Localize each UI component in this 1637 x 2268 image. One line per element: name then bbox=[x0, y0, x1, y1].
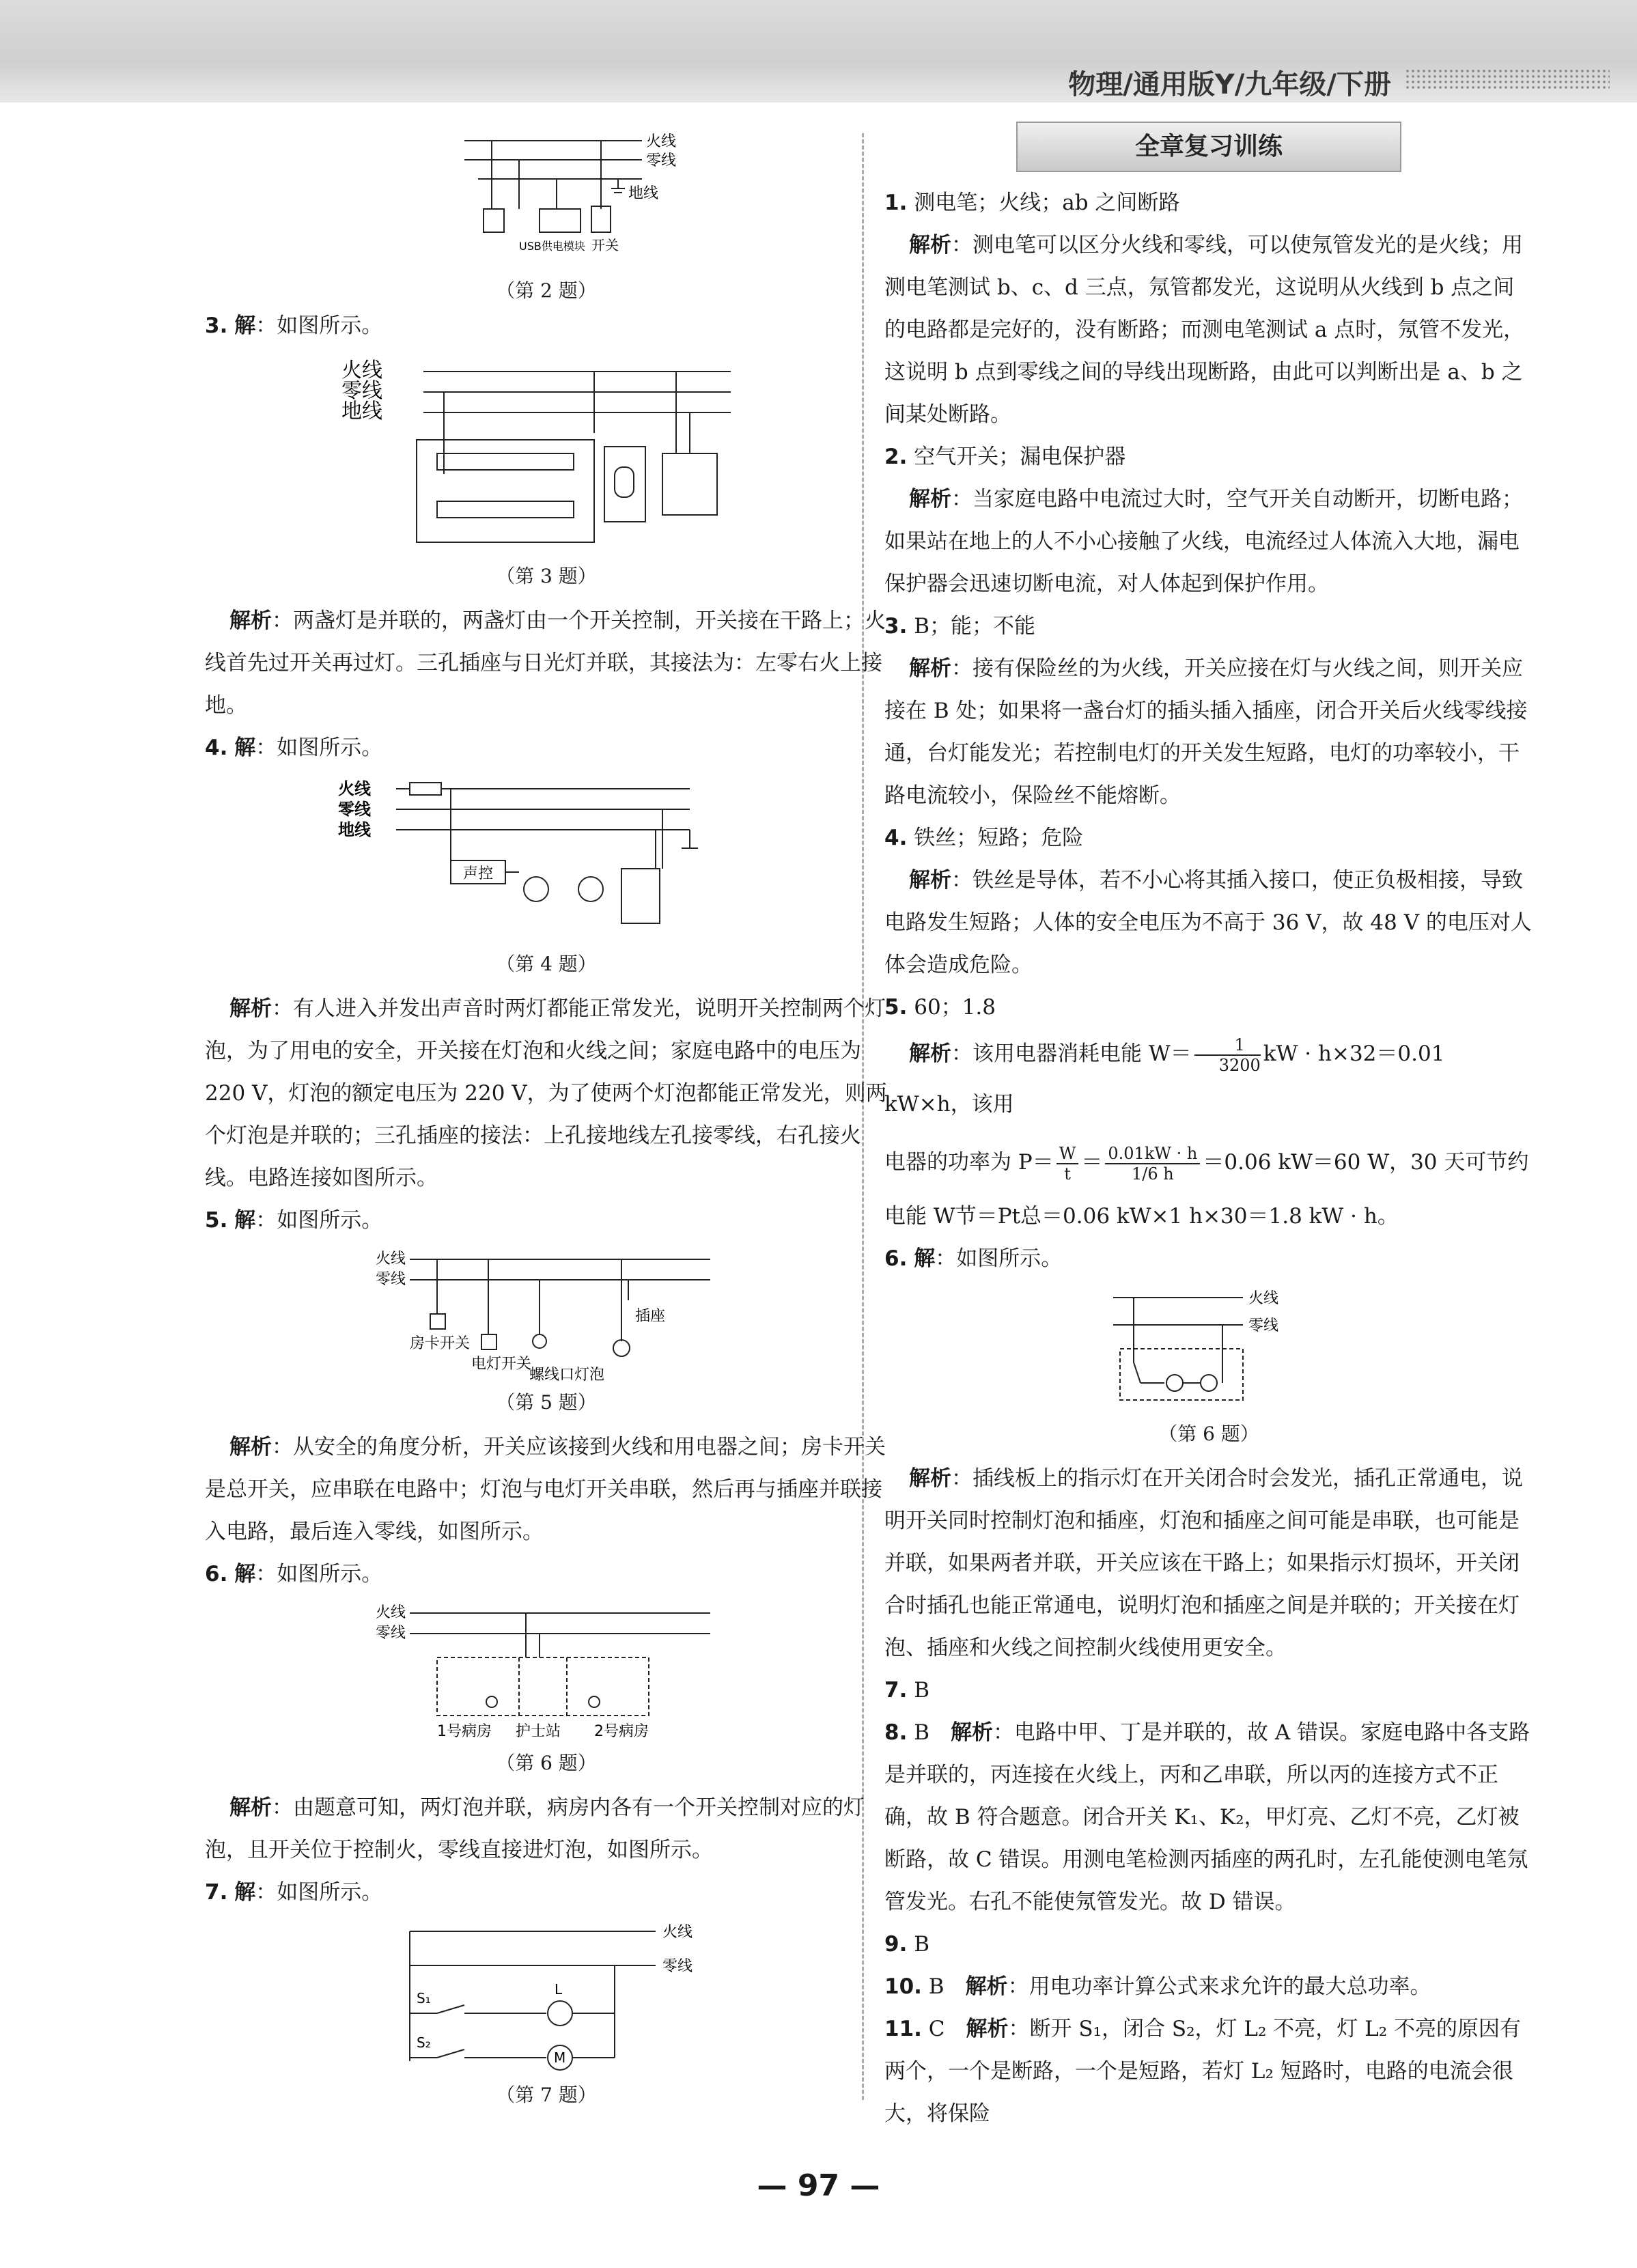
a8-answer: B bbox=[914, 1720, 929, 1745]
fig6-label-ward2: 2号病房 bbox=[594, 1723, 649, 1740]
q7-number: 7. bbox=[205, 1880, 228, 1905]
fig6r-caption: （第 6 题） bbox=[1158, 1423, 1259, 1445]
a2-analysis-label: 解析 bbox=[909, 487, 951, 512]
left-column: 火线 零线 地线 USB供电模块 开关 （第 2 题） 3. 解：如图所示。 火线 零线 地线 （第 3 题） 解析：两盏灯是并联的，两盏灯由一个开关控制，开关接在干路上；火线首先过开关再过灯。三孔插座与日光灯并联，其接法为：左零右火上接地。 4. 解：如图所示。 火线 零线 地线 声控 （第 4 题） 解析：有人进入并发出声音时两灯都能正常发光，说明开关控制两个灯泡，为了用电的安全，开关接在灯泡和火线之间；家庭电路中的电压为 220 V，灯泡的额定电压为 220 V，为了使两个灯泡都能正常发光，则两个灯泡是并联的；三孔插座的接法：上孔接地线左孔接零线，右孔接火线。电路连接如图所示。 5. 解：如图所示。 火线 零线 房卡开关 电灯开关 螺线口灯泡 插座 （第 5 题） 解析：从安全的角度分析，开关应该接到火线和用电器之间；房卡开关是总开关，应串联在电路中；灯泡与电灯开关串联，然后再与插座并联接入电路，最后连入零线，如图所示。 6. 解：如图所示。 火线 零线 1号病房 护士站 2号病房 （第 6 题） 解析：由题意可知，两灯泡并联，病房内各有一个开关控制对应的灯泡，且开关位于控制火，零线直接进灯泡，如图所示。 7. 解：如图所示。 火线 零线 S₁ S₂ L M （第 7 题） bbox=[205, 116, 888, 2109]
page-number-value: 97 bbox=[797, 2168, 840, 2203]
a2-number: 2. bbox=[884, 445, 908, 469]
figure-7 bbox=[369, 1918, 724, 2075]
q4-text: 如图所示。 bbox=[277, 736, 383, 760]
header-title: 物理/通用版Y/九年级/下册 bbox=[1068, 69, 1391, 100]
figure-2 bbox=[389, 120, 703, 270]
a1-number: 1. bbox=[884, 191, 908, 215]
a5-frac3-bot: 1/6 h bbox=[1132, 1164, 1174, 1184]
a3-analysis-label: 解析 bbox=[909, 656, 951, 681]
fig6-caption: （第 6 题） bbox=[496, 1752, 597, 1774]
a11-analysis-label: 解析 bbox=[966, 2017, 1009, 2041]
fig2-label-neutral: 零线 bbox=[646, 152, 677, 169]
a5-frac2-bot: t bbox=[1064, 1164, 1071, 1184]
page-number: — 97 — bbox=[757, 2168, 880, 2203]
fig5-label-light-switch: 电灯开关 bbox=[471, 1356, 532, 1373]
fig6-label-nurse: 护士站 bbox=[516, 1723, 561, 1740]
figure-6 bbox=[369, 1599, 724, 1743]
q5-analysis-text: 从安全的角度分析，开关应该接到火线和用电器之间；房卡开关是总开关，应串联在电路中；灯泡与电灯开关串联，然后再与插座并联接入电路，最后连入零线，如图所示。 bbox=[205, 1435, 886, 1544]
a7-number: 7. bbox=[884, 1678, 908, 1703]
q5-number: 5. bbox=[205, 1208, 228, 1233]
fig7-label-s2: S₂ bbox=[417, 2034, 431, 2051]
fig4-caption: （第 4 题） bbox=[496, 953, 597, 975]
a10-analysis-text: 用电功率计算公式来求允许的最大总功率。 bbox=[1029, 1974, 1431, 1999]
section-title: 全章复习训练 bbox=[1016, 122, 1401, 172]
q6-text: 如图所示。 bbox=[277, 1562, 383, 1586]
a10-number: 10. bbox=[884, 1974, 922, 1999]
a5-fraction-2 bbox=[1057, 1144, 1079, 1184]
a5-frac3-top: 0.01kW · h bbox=[1105, 1144, 1200, 1164]
a5-frac1-bot: 3200 bbox=[1218, 1055, 1261, 1075]
a5-frac1-top: 1 bbox=[1194, 1035, 1261, 1056]
a5-answer: 60；1.8 bbox=[914, 995, 996, 1020]
a5-fraction-3 bbox=[1105, 1144, 1200, 1184]
header-dots bbox=[1405, 68, 1610, 89]
a3-analysis-text: 接有保险丝的为火线，开关应接在灯与火线之间，则开关应接在 B 处；如果将一盏台灯的插头插入插座，闭合开关后火线零线接通，台灯能发光；若控制电灯的开关发生短路，电灯的功率较小，干路电流较小，保险丝不能熔断。 bbox=[884, 656, 1528, 808]
q3-text: 如图所示。 bbox=[277, 313, 383, 338]
q5-text: 如图所示。 bbox=[277, 1208, 383, 1233]
a7-answer: B bbox=[914, 1678, 929, 1703]
fig6-label-ward1: 1号病房 bbox=[437, 1723, 492, 1740]
a5-line2-mid: ＝ bbox=[1081, 1150, 1103, 1175]
a6-text: 如图所示。 bbox=[956, 1246, 1063, 1271]
q6-analysis-label: 解析 bbox=[229, 1795, 272, 1820]
q4-number: 4. bbox=[205, 736, 228, 760]
fig4-label-live: 火线 bbox=[338, 779, 371, 798]
fig5-label-socket: 插座 bbox=[635, 1308, 666, 1325]
a8-number: 8. bbox=[884, 1720, 908, 1745]
q3-head: 解 bbox=[234, 313, 256, 338]
q6-number: 6. bbox=[205, 1562, 228, 1586]
a9-number: 9. bbox=[884, 1932, 908, 1957]
q3-number: 3. bbox=[205, 313, 228, 338]
a1-analysis-label: 解析 bbox=[909, 233, 951, 257]
q5-analysis-label: 解析 bbox=[229, 1435, 272, 1459]
figure-5 bbox=[369, 1246, 724, 1382]
q5-head: 解 bbox=[234, 1208, 256, 1233]
a4-analysis-text: 铁丝是导体，若不小心将其插入接口，使正负极相接，导致电路发生短路；人体的安全电压为不高于 36 V，故 48 V 的电压对人体会造成危险。 bbox=[884, 868, 1532, 977]
a2-analysis-text: 当家庭电路中电流过大时，空气开关自动断开，切断电路；如果站在地上的人不小心接触了火线，电流经过人体流入大地，漏电保护器会迅速切断电流，对人体起到保护作用。 bbox=[884, 487, 1523, 596]
a5-line2-pre: 电器的功率为 P＝ bbox=[884, 1150, 1054, 1175]
figure-3 bbox=[335, 351, 758, 556]
fig3-label-live: 火线 bbox=[341, 359, 382, 382]
q6-analysis-text: 由题意可知，两灯泡并联，病房内各有一个开关控制对应的灯泡，且开关位于控制火，零线直接进灯泡，如图所示。 bbox=[205, 1795, 865, 1862]
fig6-label-neutral: 零线 bbox=[376, 1625, 406, 1642]
fig6-label-live: 火线 bbox=[376, 1604, 406, 1621]
figure-6-right bbox=[1100, 1284, 1318, 1414]
fig5-label-bulb: 螺线口灯泡 bbox=[529, 1367, 605, 1382]
fig7-label-lamp: L bbox=[555, 1981, 563, 1998]
q3-analysis-text: 两盏灯是并联的，两盏灯由一个开关控制，开关接在干路上；火线首先过开关再过灯。三孔插座与日光灯并联，其接法为：左零右火上接地。 bbox=[205, 608, 886, 718]
a8-analysis-label: 解析 bbox=[951, 1720, 993, 1745]
fig5-label-card-switch: 房卡开关 bbox=[410, 1335, 471, 1352]
fig7-caption: （第 7 题） bbox=[496, 2084, 597, 2106]
fig4-label-ground: 地线 bbox=[338, 820, 371, 839]
q3-analysis-label: 解析 bbox=[229, 608, 272, 633]
fig3-label-ground: 地线 bbox=[341, 400, 382, 423]
a5-line1-pre: 该用电器消耗电能 W＝ bbox=[973, 1041, 1192, 1066]
figure-4 bbox=[335, 773, 758, 944]
a11-number: 11. bbox=[884, 2017, 922, 2041]
fig3-caption: （第 3 题） bbox=[496, 565, 597, 587]
a5-line3: 电能 W节＝Pt总＝0.06 kW×1 h×30＝1.8 kW · h。 bbox=[884, 1204, 1399, 1229]
q6-head: 解 bbox=[234, 1562, 256, 1586]
a10-analysis-label: 解析 bbox=[965, 1974, 1008, 1999]
header-band bbox=[0, 0, 1637, 102]
right-column: 全章复习训练 1. 测电笔；火线；ab 之间断路 解析：测电笔可以区分火线和零线，可以使氖管发光的是火线；用测电笔测试 b、c、d 三点，氖管都发光，这说明从火线到 b 点之间的电路都是完好的，没有断路；而测电笔测试 a 点时，氖管不发光，这说明 b 点到零线之间的导线出现断路，由此可以判断出是 a、b 之间某处断路。 2. 空气开关；漏电保护器 解析：当家庭电路中电流过大时，空气开关自动断开，切断电路；如果站在地上的人不小心接触了火线，电流经过人体流入大地，漏电保护器会迅速切断电流，对人体起到保护作用。 3. B；能；不能 解析：接有保险丝的为火线，开关应接在灯与火线之间，则开关应接在 B 处；如果将一盏台灯的插头插入插座，闭合开关后火线零线接通，台灯能发光；若控制电灯的开关发生短路，电灯的功率较小，干路电流较小，保险丝不能熔断。 4. 铁丝；短路；危险 解析：铁丝是导体，若不小心将其插入接口，使正负极相接，导致电路发生短路；人体的安全电压为不高于 36 V，故 48 V 的电压对人体会造成危险。 5. 60；1.8 解析：该用电器消耗电能 W＝ $\frac{1}{3200}$ kW · h×32＝0.01 kW×h，该用 电器的功率为 P＝ $\frac{W}{t}$ ＝ $\frac{0.01kW \cdot h}{1/6 h}$ ＝0.06 kW＝60 W，30 天可节约 电能 W节＝Pt总＝0.06 kW×1 h×30＝1.8 kW · h。 6. 解：如图所示。 火线 零线 （第 6 题） 解析：插线板上的指示灯在开关闭合时会发光，插孔正常通电，说明开关同时控制灯泡和插座，灯泡和插座之间可能是串联，也可能是并联，如果两者并联，开关应该在干路上；如果指示灯损坏，开关闭合时插孔也能正常通电，说明灯泡和插座之间是并联的；开关接在灯泡、插座和火线之间控制火线使用更安全。 7. B 8. B 解析：电路中甲、丁是并联的，故 A 错误。家庭电路中各支路是并联的，丙连接在火线上，丙和乙串联，所以丙的连接方式不正确，故 B 符合题意。闭合开关 K₁、K₂，甲灯亮、乙灯不亮，乙灯被断路，故 C 错误。用测电笔检测丙插座的两孔时，左孔能使测电笔氖管发光。右孔不能使氖管发光。故 D 错误。 9. B 10. B 解析：用电功率计算公式来求允许的最大总功率。 11. C 解析：断开 S₁，闭合 S₂，灯 L₂ 不亮，灯 L₂ 不亮的原因有两个，一个是断路，一个是短路，若灯 L₂ 短路时，电路的电流会很大，将保险 bbox=[884, 116, 1533, 2135]
a10-answer: B bbox=[928, 1974, 945, 1999]
a4-analysis-label: 解析 bbox=[909, 868, 951, 893]
fig2-label-usb: USB供电模块 bbox=[519, 240, 585, 253]
a3-number: 3. bbox=[884, 614, 908, 639]
a6-analysis-label: 解析 bbox=[909, 1466, 951, 1491]
a6-analysis-text: 插线板上的指示灯在开关闭合时会发光，插孔正常通电，说明开关同时控制灯泡和插座，灯泡和插座之间可能是串联，也可能是并联，如果两者并联，开关应该在干路上；如果指示灯损坏，开关闭合时插孔也能正常通电，说明灯泡和插座之间是并联的；开关接在灯泡、插座和火线之间控制火线使用更安全。 bbox=[884, 1466, 1523, 1660]
a5-number: 5. bbox=[884, 995, 908, 1020]
q7-head: 解 bbox=[234, 1880, 256, 1905]
a5-line2-post: ＝0.06 kW＝60 W，30 天可节约 bbox=[1203, 1150, 1529, 1175]
fig5-label-neutral: 零线 bbox=[376, 1271, 406, 1288]
fig3-label-neutral: 零线 bbox=[341, 379, 382, 403]
a4-answer: 铁丝；短路；危险 bbox=[914, 826, 1084, 850]
a8-analysis-text: 电路中甲、丁是并联的，故 A 错误。家庭电路中各支路是并联的，丙连接在火线上，丙和乙串联，所以丙的连接方式不正确，故 B 符合题意。闭合开关 K₁、K₂，甲灯亮、乙灯不亮，乙灯被断路，故 C 错误。用测电笔检测丙插座的两孔时，左孔能使测电笔氖管发光。右孔不能使氖管发光。故 D 错误。 bbox=[884, 1720, 1530, 1914]
a11-answer: C bbox=[928, 2017, 945, 2041]
a11-analysis-text: 断开 S₁，闭合 S₂，灯 L₂ 不亮，灯 L₂ 不亮的原因有两个，一个是断路，一个是短路，若灯 L₂ 短路时，电路的电流会很大，将保险 bbox=[884, 2017, 1521, 2126]
fig4-label-neutral: 零线 bbox=[338, 800, 371, 819]
fig4-label-sound: 声控 bbox=[463, 865, 494, 882]
a5-line1-post: kW · h×32＝0.01 kW×h，该用 bbox=[884, 1041, 1445, 1117]
a5-fraction-1 bbox=[1194, 1035, 1261, 1075]
fig5-label-live: 火线 bbox=[376, 1250, 406, 1268]
fig6r-label-neutral: 零线 bbox=[1248, 1317, 1279, 1334]
a1-analysis-text: 测电笔可以区分火线和零线，可以使氖管发光的是火线；用测电笔测试 b、c、d 三点，氖管都发光，这说明从火线到 b 点之间的电路都是完好的，没有断路；而测电笔测试 a 点时，氖管不发光，这说明 b 点到零线之间的导线出现断路，由此可以判断出是 a、b 之间某处断路。 bbox=[884, 233, 1525, 427]
a9-answer: B bbox=[914, 1932, 929, 1957]
fig2-label-ground: 地线 bbox=[628, 185, 659, 202]
a3-answer: B；能；不能 bbox=[914, 614, 1035, 639]
q7-text: 如图所示。 bbox=[277, 1880, 383, 1905]
q4-analysis-label: 解析 bbox=[229, 996, 272, 1021]
a6-head: 解 bbox=[914, 1246, 936, 1271]
a6-number: 6. bbox=[884, 1246, 908, 1271]
a5-analysis-label: 解析 bbox=[909, 1041, 951, 1066]
a5-frac2-top: W bbox=[1057, 1144, 1079, 1164]
fig2-label-live: 火线 bbox=[646, 133, 677, 150]
fig6r-label-live: 火线 bbox=[1248, 1290, 1279, 1307]
fig7-label-s1: S₁ bbox=[417, 1990, 431, 2006]
a1-answer: 测电笔；火线；ab 之间断路 bbox=[914, 191, 1180, 215]
fig2-caption: （第 2 题） bbox=[496, 279, 597, 302]
fig2-label-switch: 开关 bbox=[591, 237, 619, 253]
fig5-caption: （第 5 题） bbox=[496, 1391, 597, 1414]
fig7-label-neutral: 零线 bbox=[662, 1958, 693, 1975]
fig7-label-motor: M bbox=[554, 2049, 566, 2066]
a2-answer: 空气开关；漏电保护器 bbox=[914, 445, 1126, 469]
fig7-label-live: 火线 bbox=[662, 1924, 693, 1941]
q4-analysis-text: 有人进入并发出声音时两灯都能正常发光，说明开关控制两个灯泡，为了用电的安全，开关接在灯泡和火线之间；家庭电路中的电压为 220 V，灯泡的额定电压为 220 V，为了使两个灯泡都能正常发光，则两个灯泡是并联的；三孔插座的接法：上孔接地线左孔接零线，右孔接火线。电路连接如图所示。 bbox=[205, 996, 887, 1190]
a4-number: 4. bbox=[884, 826, 908, 850]
q4-head: 解 bbox=[234, 736, 256, 760]
